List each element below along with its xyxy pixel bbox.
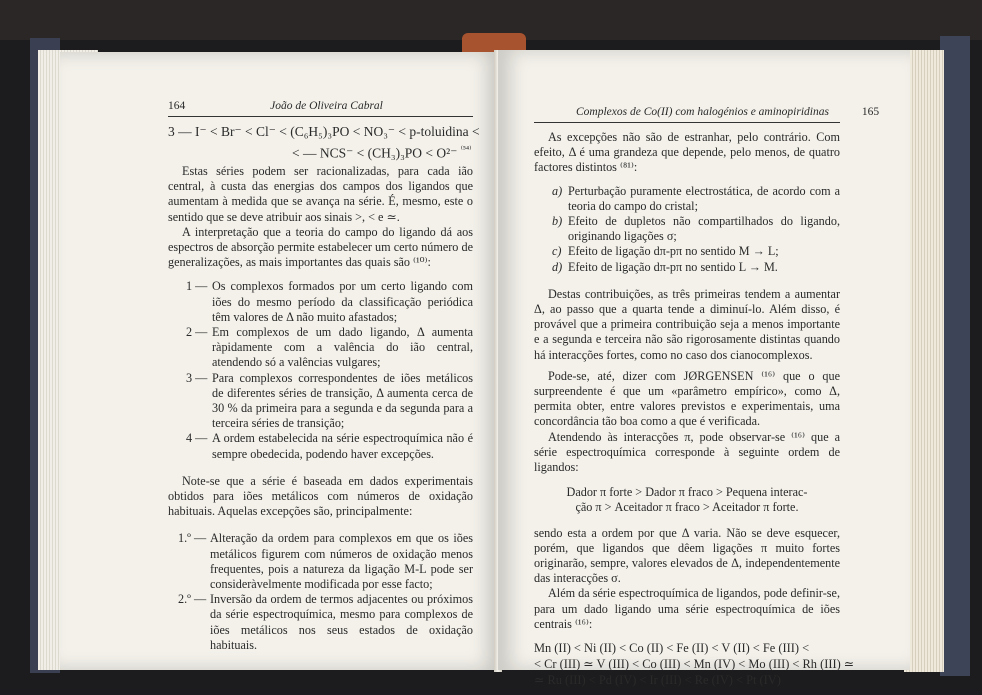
list-item-letter: c) (552, 244, 562, 259)
left-page-number: 164 (168, 100, 186, 112)
list-item-text: Perturbação puramente electrostática, de acordo com a teoria do campo do cristal; (568, 183, 840, 213)
right-paragraph-4: Atendendo às interacções π, pode observar-se ⁽¹⁶⁾ que a série espectroquímica corresponde à seguinte ordem de ligandos: (534, 429, 840, 475)
exceptions-list (168, 531, 473, 653)
ion-series-block (534, 640, 855, 688)
left-paragraph-1: Estas séries podem ser racionalizadas, para cada ião central, à custa das energias dos campos dos ligandos que aumentam à medida que se avança na série. É, mesmo, este o sentido que se deve atribuir aos sinais >, < e ≃. (168, 164, 473, 224)
left-running-header (168, 100, 383, 112)
left-running-title: João de Oliveira Cabral (270, 100, 383, 112)
list-item-number: 3 — (186, 370, 208, 385)
list-item-letter: a) (552, 183, 563, 198)
list-item (186, 431, 473, 461)
list-item (552, 214, 840, 244)
ion-series-line-3: ≃ Ru (III) < Pd (IV) < Ir (III) < Re (IV) < Pt (IV) (534, 673, 781, 688)
list-item-letter: d) (552, 259, 563, 274)
list-item-number: 2 — (186, 325, 208, 340)
right-body (534, 130, 855, 688)
ligand-order-line-2: ção π > Aceitador π fraco > Aceitador π forte. (575, 500, 799, 515)
list-item-number: 1.º — (178, 531, 207, 546)
generalizations-list (168, 279, 473, 461)
ligand-order-block (534, 485, 840, 515)
list-item (178, 531, 473, 592)
anion-series-note: ⁽⁵⁴⁾ (460, 144, 472, 154)
list-item-letter: b) (552, 214, 563, 229)
book-cover-right (940, 36, 970, 676)
list-item-number: 2.º — (178, 592, 207, 607)
list-item-text: Para complexos correspondentes de iões metálicos de diferentes séries de transição, Δ aumenta cerca de 30 % da primeira para a segunda e da segunda para a terceira séries de transição; (212, 370, 473, 431)
right-running-header (576, 106, 879, 118)
right-paragraph-3: Pode-se, até, dizer com JØRGENSEN ⁽¹⁶⁾ que o que surpreendente é que um «parâmetro empírico», como Δ, permita obter, entre valores previstos e experimentais, uma concordância tão boa como a que é verificada. (534, 368, 840, 429)
list-item (186, 371, 473, 432)
right-paragraph-6: Além da série espectroquímica de ligandos, pode definir-se, para um dado ligando uma série espectroquímica de iões centrais ⁽¹⁶⁾: (534, 586, 840, 631)
list-item (178, 592, 473, 653)
list-item-text: Em complexos de um dado ligando, Δ aumenta ràpidamente com a valência do ião central, atendendo só a valências vulgares; (212, 325, 473, 370)
left-header-rule (168, 116, 473, 117)
anion-series-line-2-text: < — NCS⁻ < (CH₃)₃PO < O²⁻ (292, 145, 458, 161)
list-item-text: Os complexos formados por um certo ligando com iões do mesmo período da classificação periódica têm valores de Δ não muito afastados; (212, 279, 473, 324)
list-item (186, 279, 473, 325)
anion-series-line-1: 3 — I⁻ < Br⁻ < Cl⁻ < (C₆H₅)₃PO < NO₃⁻ < p-toluidina < (168, 124, 480, 139)
list-item-text: Alteração da ordem para complexos em que os iões metálicos figurem com números de oxidação menos frequentes, pois a natureza da ligação M-L pode ser consideràvelmente modificada por esse facto; (210, 531, 473, 592)
list-item (552, 184, 840, 214)
list-item-number: 1 — (186, 279, 208, 294)
list-item-text: Efeito de ligação dπ-pπ no sentido L → M. (568, 259, 778, 274)
list-item-text: Inversão da ordem de termos adjacentes ou próximos da série espectroquímica, mesmo para complexos de iões metálicos nos seus estados de oxidação habituais. (210, 592, 473, 652)
ligand-order-line-1: Dador π forte > Dador π fraco > Pequena interac- (566, 485, 808, 500)
list-item-number: 4 — (186, 431, 208, 446)
factors-list (534, 184, 840, 275)
list-item-text: A ordem estabelecida na série espectroquímica não é sempre obedecida, podendo haver excepções. (212, 431, 473, 461)
list-item (552, 260, 840, 275)
right-header-rule (534, 122, 840, 123)
list-item (552, 244, 840, 259)
right-paragraph-1: As excepções não são de estranhar, pelo contrário. Com efeito, Δ é uma grandeza que depende, pelo menos, de quatro factores distintos ⁽⁸¹⁾: (534, 130, 840, 175)
left-page (60, 52, 500, 670)
list-item-text: Efeito de dupletos não compartilhados do ligando, originando ligações σ; (568, 214, 840, 244)
left-paragraph-3: Note-se que a série é baseada em dados experimentais obtidos para iões metálicos com números de oxidação habituais. Aquelas excepções são, principalmente: (168, 473, 473, 519)
list-item (186, 325, 473, 371)
list-item-text: Efeito de ligação dπ-pπ no sentido M → L; (568, 244, 779, 259)
ion-series-line-2: < Cr (III) ≃ V (III) < Co (III) < Mn (IV) < Mo (III) < Rh (III) ≃ (534, 657, 855, 672)
right-running-title: Complexos de Co(II) com halogénios e aminopiridinas (576, 106, 829, 118)
ion-series-line-1: Mn (II) < Ni (II) < Co (II) < Fe (II) < V (II) < Fe (III) < (534, 641, 810, 656)
left-paragraph-2: A interpretação que a teoria do campo do ligando dá aos espectros de absorção permite estabelecer um certo número de generalizações, as mais importantes das quais são ⁽¹⁰⁾: (168, 224, 473, 270)
right-paragraph-2: Destas contribuições, as três primeiras tendem a aumentar Δ, ao passo que a quarta tende a diminuí-lo. Além disso, é provável que a primeira contribuição seja a menos importante e a segunda e terceira não são rigorosamente distintas quando há interacções fortes, como no caso dos cianocomplexos. (534, 286, 840, 362)
right-paragraph-5: sendo esta a ordem por que Δ varia. Não se deve esquecer, porém, que ligandos que dêem ligações π muito fortes originarão, sempre, valores elevados de Δ, independentemente das interacções σ. (534, 525, 840, 586)
right-page-number: 165 (861, 106, 880, 118)
anion-series-line-2 (292, 141, 471, 162)
right-page (498, 50, 910, 688)
left-body (168, 164, 473, 653)
page-edges-right (904, 50, 944, 672)
